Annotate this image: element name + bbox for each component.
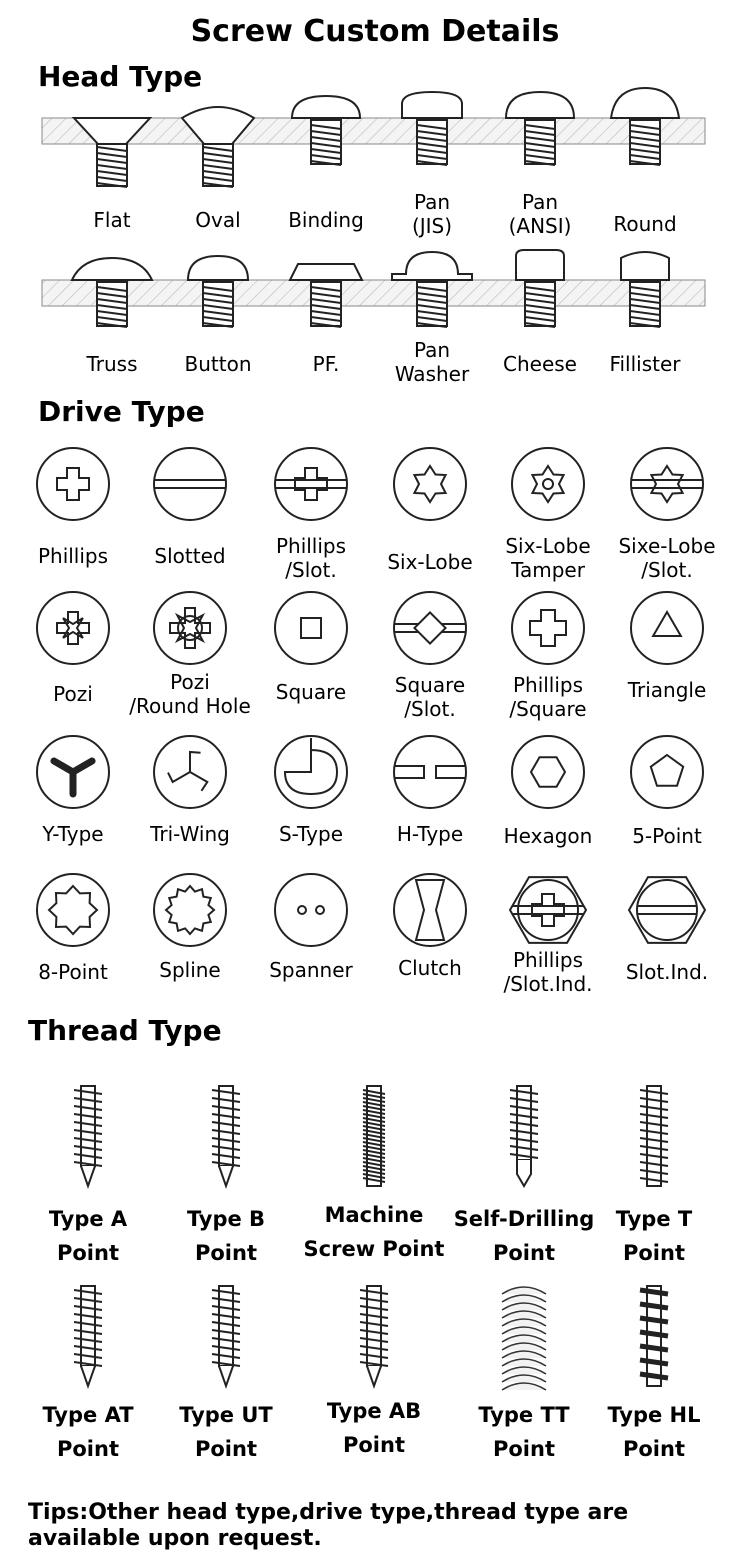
five-point-drive-icon: [631, 736, 703, 808]
type-b-point-icon: [212, 1086, 240, 1186]
tips-text: Tips:Other head type,drive type,thread type are available upon request.: [28, 1500, 629, 1551]
drive-type-label: Pozi: [53, 682, 93, 706]
spanner-drive-icon: [275, 874, 347, 946]
phillips-drive-icon: [37, 448, 109, 520]
six-lobe-tamper-drive-icon: [512, 448, 584, 520]
drive-type-label: Pozi /Round Hole: [129, 670, 251, 718]
drive-type-label: 8-Point: [38, 960, 108, 984]
head-type-label: Flat: [93, 208, 131, 232]
type-t-point-icon: [640, 1086, 668, 1186]
head-type-label: Fillister: [609, 352, 681, 376]
drive-type-label: Six-Lobe: [387, 550, 473, 574]
drive-type-label: Sixe-Lobe /Slot.: [618, 534, 716, 582]
drive-type-label: Phillips /Square: [509, 673, 587, 721]
six-lobe-drive-icon: [394, 448, 466, 520]
drive-type-label: Spanner: [269, 958, 353, 982]
drive-type-label: Slot.Ind.: [625, 960, 709, 984]
h-type-drive-icon: [394, 736, 466, 808]
page-title: Screw Custom Details: [190, 14, 560, 49]
thread-type-label: Type TT Point: [478, 1403, 570, 1461]
head-type-label: Pan (JIS): [411, 190, 453, 238]
drive-type-label: Phillips: [37, 544, 109, 568]
drive-type-label: H-Type: [396, 822, 464, 846]
drive-type-label: Square: [275, 680, 347, 704]
oval-head-icon: [182, 107, 254, 187]
pozi-drive-icon: [37, 592, 109, 664]
head-type-label: Cheese: [503, 352, 577, 376]
type-hl-point-icon: [640, 1286, 668, 1386]
six-lobe-slot-drive-icon: [631, 448, 703, 520]
phillips-slot-ind-drive-icon: [510, 877, 586, 943]
type-a-point-icon: [74, 1086, 102, 1186]
section-drive-type: Drive Type: [38, 395, 205, 428]
thread-type-label: Type A Point: [48, 1207, 128, 1265]
head-type-label: Truss: [86, 352, 138, 376]
machine-screw-point-icon: [363, 1086, 385, 1186]
drive-type-label: Six-Lobe Tamper: [505, 534, 591, 582]
type-ab-point-icon: [360, 1286, 388, 1386]
eight-point-drive-icon: [37, 874, 109, 946]
drive-type-label: Clutch: [398, 956, 462, 980]
phillips-slot-drive-icon: [275, 448, 347, 520]
drive-type-label: Phillips /Slot.Ind.: [503, 948, 593, 996]
flat-head-icon: [74, 118, 150, 187]
phillips-square-drive-icon: [512, 592, 584, 664]
spline-drive-icon: [154, 874, 226, 946]
slotted-drive-icon: [154, 448, 226, 520]
section-head-type: Head Type: [38, 60, 203, 93]
tri-wing-drive-icon: [154, 736, 226, 808]
head-type-label: Round: [613, 212, 677, 236]
drive-type-label: S-Type: [278, 822, 343, 846]
drive-type-label: Square /Slot.: [394, 673, 466, 721]
section-thread-type: Thread Type: [28, 1014, 222, 1047]
type-at-point-icon: [74, 1286, 102, 1386]
plate-row-2: [42, 280, 705, 306]
head-type-label: Binding: [288, 208, 364, 232]
drive-type-label: Slotted: [154, 544, 226, 568]
head-type-label: PF.: [312, 352, 340, 376]
thread-type-label: Type HL Point: [607, 1403, 701, 1461]
triangle-drive-icon: [631, 592, 703, 664]
thread-type-label: Type AT Point: [42, 1403, 134, 1461]
self-drilling-point-icon: [510, 1086, 538, 1186]
drive-type-label: Hexagon: [503, 824, 593, 848]
type-tt-point-icon: [502, 1287, 546, 1390]
thread-type-label: Machine Screw Point: [303, 1203, 445, 1261]
thread-type-label: Type AB Point: [326, 1399, 422, 1457]
type-ut-point-icon: [212, 1286, 240, 1386]
drive-type-label: Spline: [159, 958, 221, 982]
head-type-label: Oval: [195, 208, 241, 232]
square-slot-drive-icon: [394, 592, 466, 664]
hexagon-drive-icon: [512, 736, 584, 808]
head-type-label: Pan Washer: [394, 338, 470, 386]
thread-type-label: Self-Drilling Point: [453, 1207, 595, 1265]
y-type-drive-icon: [37, 736, 109, 808]
thread-type-label: Type UT Point: [179, 1403, 273, 1461]
s-type-drive-icon: [275, 736, 347, 808]
drive-type-label: 5-Point: [632, 824, 702, 848]
drive-type-label: Y-Type: [42, 822, 104, 846]
slot-ind-drive-icon: [629, 877, 705, 943]
drive-type-label: Phillips /Slot.: [275, 534, 347, 582]
square-drive-icon: [275, 592, 347, 664]
drive-type-label: Tri-Wing: [150, 822, 230, 846]
pozi-round-hole-drive-icon: [154, 592, 226, 664]
drive-type-label: Triangle: [627, 678, 707, 702]
thread-type-label: Type T Point: [615, 1207, 693, 1265]
thread-type-label: Type B Point: [186, 1207, 266, 1265]
head-type-label: Pan (ANSI): [508, 190, 572, 238]
clutch-drive-icon: [394, 874, 466, 946]
head-type-label: Button: [184, 352, 252, 376]
